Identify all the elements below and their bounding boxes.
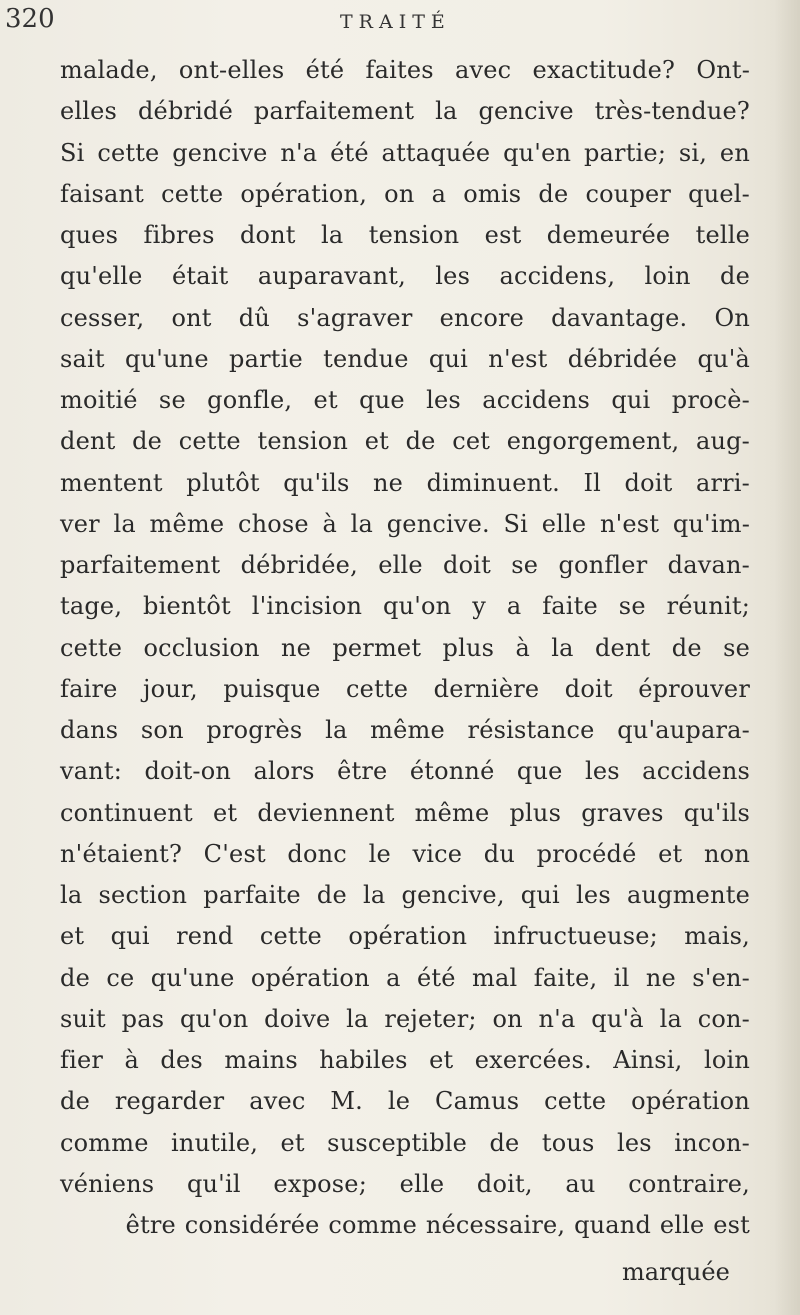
text-line: elles débridé parfaitement la gencive très-tendue? — [60, 97, 750, 126]
text-line: cesser, ont dû s'agraver encore davantage. On — [60, 303, 750, 332]
text-line: être considérée comme nécessaire, quand elle est — [125, 1211, 750, 1239]
text-line: mentent plutôt qu'ils ne diminuent. Il doit arri- — [60, 468, 750, 497]
text-line: faisant cette opération, on a omis de couper quel- — [60, 179, 750, 208]
text-line: de regarder avec M. le Camus cette opération — [60, 1087, 750, 1116]
text-line: comme inutile, et susceptible de tous les incon- — [60, 1128, 750, 1157]
text-line: ques fibres dont la tension est demeurée telle — [60, 221, 750, 249]
text-line: qu'elle était auparavant, les accidens, loin de — [60, 262, 750, 291]
text-line: ver la même chose à la gencive. Si elle n'est qu'im- — [60, 509, 750, 538]
text-line: Si cette gencive n'a été attaquée qu'en partie; si, en — [60, 138, 750, 167]
text-line: vant: doit-on alors être étonné que les accidens — [60, 757, 750, 786]
text-line: dent de cette tension et de cet engorgement, aug- — [60, 427, 750, 456]
text-line: continuent et deviennent même plus graves qu'ils — [60, 798, 750, 827]
text-line: tage, bientôt l'incision qu'on y a faite se réunit; — [60, 592, 750, 621]
text-line: véniens qu'il expose; elle doit, au contraire, — [60, 1169, 750, 1198]
text-line: de ce qu'une opération a été mal faite, il ne s'en- — [60, 963, 750, 992]
text-line: cette occlusion ne permet plus à la dent de se — [60, 633, 750, 662]
text-line: et qui rend cette opération infructueuse; mais, — [60, 922, 750, 951]
text-line: la section parfaite de la gencive, qui les augmente — [60, 881, 750, 909]
running-title: TRAITÉ — [340, 11, 451, 33]
text-line: malade, ont-elles été faites avec exactitude? Ont- — [60, 56, 750, 84]
text-line: suit pas qu'on doive la rejeter; on n'a qu'à la con- — [60, 1004, 750, 1033]
text-line: dans son progrès la même résistance qu'aupara- — [60, 716, 750, 744]
text-line: faire jour, puisque cette dernière doit éprouver — [60, 674, 750, 703]
body-text — [60, 50, 750, 1246]
text-line: n'étaient? C'est donc le vice du procédé et non — [60, 839, 750, 868]
page-edge-shadow — [774, 0, 800, 1315]
page-number: 320 — [5, 4, 55, 34]
text-line: fier à des mains habiles et exercées. Ainsi, loin — [60, 1046, 750, 1074]
text-line: sait qu'une partie tendue qui n'est débridée qu'à — [60, 344, 750, 373]
text-line: parfaitement débridée, elle doit se gonfler davan- — [60, 551, 750, 579]
catchword: marquée — [622, 1258, 730, 1286]
text-line: moitié se gonfle, et que les accidens qui procè- — [60, 386, 750, 414]
